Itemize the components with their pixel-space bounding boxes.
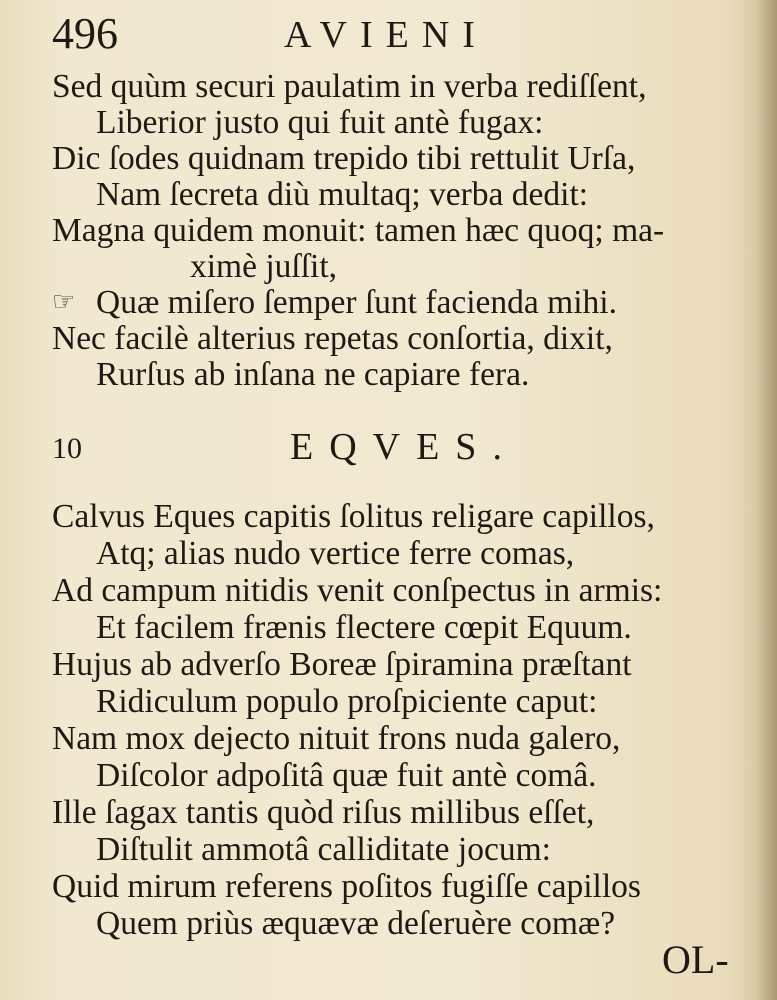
manicule-icon: ☞ bbox=[52, 287, 76, 316]
verse-line: Quid mirum referens poſitos fugiſſe capillos bbox=[52, 868, 641, 905]
page-number: 496 bbox=[52, 9, 118, 58]
running-head: AVIENI bbox=[284, 14, 488, 56]
catchword: OL- bbox=[662, 937, 729, 982]
verse-line: Quæ miſero ſemper ſunt facienda mihi. bbox=[96, 284, 617, 321]
verse-line: Nam ſecreta diù multaq; verba dedit: bbox=[96, 176, 589, 213]
verse-line: Ille ſagax tantis quòd riſus millibus eſſet, bbox=[52, 794, 595, 831]
verse-line: Et facilem frænis flectere cœpit Equum. bbox=[96, 609, 632, 646]
verse-line: ximè juſſit, bbox=[190, 248, 338, 285]
verse-line: Nec facilè alterius repetas conſortia, dixit, bbox=[52, 320, 613, 357]
verse-line: Dic ſodes quidnam trepido tibi rettulit Urſa, bbox=[52, 140, 636, 177]
verse-line: Ad campum nitidis venit conſpectus in armis: bbox=[52, 572, 663, 609]
verse-line: Quem priùs æquævæ deſeruère comæ? bbox=[96, 905, 616, 942]
verse-line: Rurſus ab inſana ne capiare fera. bbox=[96, 356, 530, 393]
verse-line: Liberior justo qui fuit antè fugax: bbox=[96, 104, 544, 141]
verse-line: Ridiculum populo proſpiciente caput: bbox=[96, 683, 598, 720]
verse-line: Diſtulit ammotâ calliditate jocum: bbox=[96, 831, 551, 868]
page-edge-shadow bbox=[755, 0, 777, 1000]
verse-line: Atq; alias nudo vertice ferre comas, bbox=[96, 535, 575, 572]
verse-line: Magna quidem monuit: tamen hæc quoq; ma- bbox=[52, 212, 665, 249]
verse-line: Hujus ab adverſo Boreæ ſpiramina præſtant bbox=[52, 646, 632, 683]
verse-line: Calvus Eques capitis ſolitus religare capillos, bbox=[52, 498, 655, 535]
fable-title: EQVES. bbox=[290, 426, 518, 468]
verse-line: Sed quùm securi paulatim in verba rediſſent, bbox=[52, 68, 647, 105]
verse-line: Nam mox dejecto nituit frons nuda galero, bbox=[52, 720, 621, 757]
verse-line: Diſcolor adpoſitâ quæ fuit antè comâ. bbox=[96, 757, 597, 794]
fable-number: 10 bbox=[52, 432, 82, 465]
